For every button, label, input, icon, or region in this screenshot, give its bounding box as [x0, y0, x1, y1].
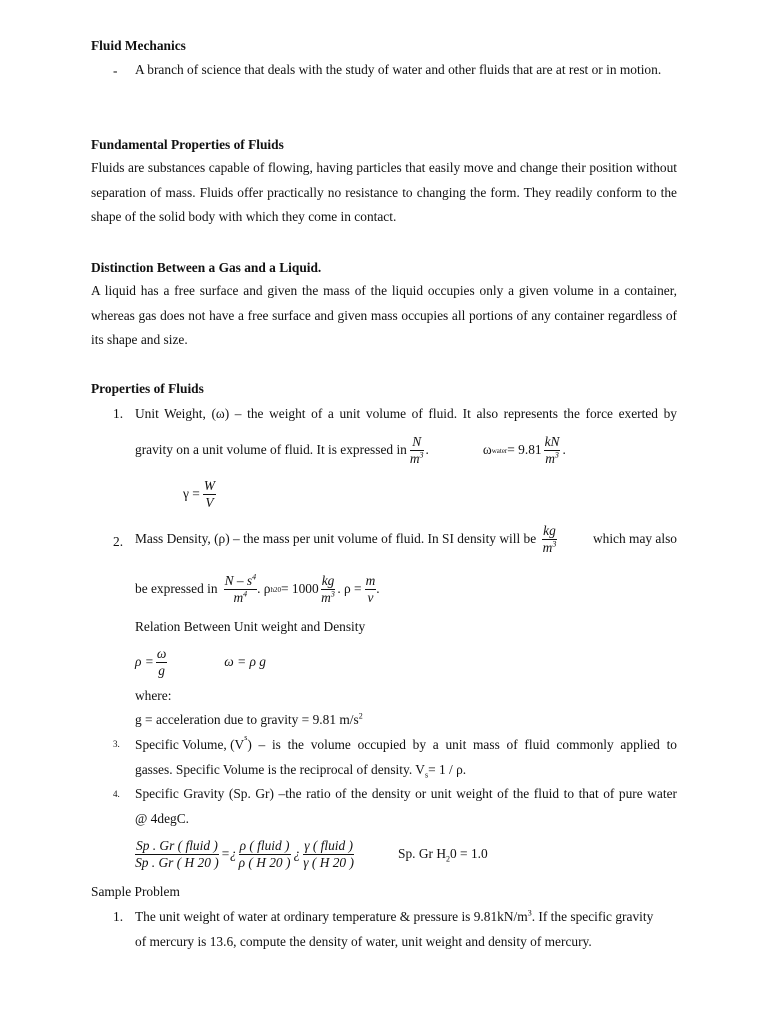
spgr-rest: 0 = 1.0: [450, 846, 488, 862]
rho-lhs: ρ =: [135, 654, 154, 670]
distinction-paragraph: A liquid has a free surface and given the mass of the liquid occupies only a given volume in a container, whereas gas does not have a free surface and given mass occupies all portions of any container regardless of its shape and size.: [91, 283, 677, 347]
bullet-dash: -: [113, 63, 118, 78]
spgr-fraction: [135, 839, 219, 869]
den-exponent: 3: [419, 450, 424, 460]
fraction-denominator: Sp . Gr ( H 20 ): [135, 854, 219, 870]
fluid-mechanics-definition: A branch of science that deals with the study of water and other fluids that are at rest or in motion.: [135, 62, 662, 77]
specific-gravity-line-1: Specific Gravity (Sp. Gr) –the ratio of the density or unit weight of the fluid to that of pure water: [135, 786, 677, 801]
fraction-numerator: m: [365, 573, 376, 589]
fraction-numerator: Sp . Gr ( fluid ): [136, 838, 218, 854]
sample-problem-line-1: [135, 910, 653, 923]
period: .: [376, 581, 380, 597]
omega-over-g: [156, 647, 167, 677]
omega-symbol: ω: [482, 442, 492, 458]
fraction-numerator: γ ( fluid ): [304, 838, 354, 854]
gamma-lhs: γ =: [183, 486, 200, 502]
specific-volume-line-1: [135, 733, 677, 752]
fundamental-paragraph: Fluids are substances capable of flowing, having particles that easily move and change their position without separation of mass. Fluids offer practically no resistance to changing the form. They readily conform to the shape of the solid body with which they come in contact.: [91, 160, 677, 224]
expressed-in-text: be expressed in: [135, 581, 218, 597]
fraction-denominator: ρ ( H 20 ): [238, 854, 291, 870]
heading-distinction: Distinction Between a Gas and a Liquid.: [91, 260, 322, 275]
item-4-number: 4.: [113, 789, 120, 799]
fraction-denominator: v: [367, 589, 374, 605]
specific-gravity-line-2: @ 4degC.: [135, 811, 189, 826]
gravity-exponent: 2: [358, 711, 363, 721]
den-base: m: [542, 539, 553, 555]
unit-kn-per-m3: [544, 435, 561, 465]
fraction-numerator: ρ ( fluid ): [239, 838, 290, 854]
relation-heading: Relation Between Unit weight and Density: [135, 619, 366, 634]
fraction-denominator: [224, 590, 258, 604]
mass-density-text-end: which may also: [592, 531, 677, 547]
fraction-numerator: kg: [543, 523, 556, 539]
fraction-denominator: [321, 590, 336, 604]
mass-density-line-2: [135, 567, 380, 611]
sample-problem-line-2: of mercury is 13.6, compute the density of water, unit weight and density of mercury.: [135, 934, 592, 949]
fraction-numerator: kg: [321, 573, 335, 589]
fraction-numerator: W: [203, 478, 215, 494]
fraction-numerator: ω: [156, 646, 167, 662]
gamma-formula: [183, 474, 216, 514]
fraction-numerator: [224, 574, 258, 589]
unit-kg-per-m3: [542, 524, 557, 554]
num-base: N – s: [224, 573, 253, 589]
w-over-v: [203, 479, 216, 509]
vs-subscript: s: [424, 770, 429, 780]
h2o-subscript: h20: [270, 585, 281, 594]
den-base: m: [545, 450, 555, 466]
heading-fundamental-properties: Fundamental Properties of Fluids: [91, 137, 284, 152]
water-unit-weight-value: = 9.81: [507, 442, 542, 458]
water-subscript: water: [491, 446, 508, 455]
den-base: m: [321, 589, 331, 605]
item-1-number: 1.: [113, 406, 124, 421]
unit-kg-per-m3-2: [321, 574, 336, 604]
sample-text: The unit weight of water at ordinary temperature & pressure is 9.81kN/m: [135, 909, 528, 924]
heading-fluid-mechanics: Fluid Mechanics: [91, 38, 186, 53]
den-exponent: 3: [552, 539, 557, 549]
item-3-number: 3.: [113, 739, 120, 749]
period: .: [425, 442, 429, 458]
period: .: [562, 442, 566, 458]
den-base: m: [409, 450, 420, 466]
fraction-denominator: [544, 451, 561, 465]
density-ratio-fraction: [239, 839, 291, 869]
item-2-number: 2.: [113, 534, 124, 549]
where-label: where:: [135, 688, 172, 703]
mass-density-line-1: [135, 519, 677, 559]
reciprocal-text: gasses. Specific Volume is the reciprocal of density. V: [135, 762, 425, 777]
spgr-text: Sp. Gr H: [398, 846, 447, 862]
sample-problem-heading: Sample Problem: [91, 884, 180, 899]
fraction-denominator: [542, 540, 557, 554]
sample-text-end: . If the specific gravity: [531, 909, 654, 924]
sample-item-number: 1.: [113, 909, 124, 924]
unit-n-per-m3: [410, 435, 424, 465]
m-over-v: [365, 573, 380, 605]
unit-weight-ratio-fraction: [303, 839, 354, 869]
specific-gravity-formula: [135, 834, 488, 874]
rho-water-value: = 1000: [281, 581, 319, 597]
reciprocal-formula: = 1 / ρ.: [428, 762, 467, 777]
den-exponent: 3: [554, 450, 559, 460]
omega-formula: ω = ρ g: [224, 654, 266, 670]
unit-weight-expression-text: gravity on a unit volume of fluid. It is expressed in: [135, 442, 407, 458]
den-base: m: [233, 589, 244, 605]
fraction-denominator: [410, 451, 424, 465]
sample-exponent: 3: [527, 908, 532, 918]
gravity-text: g = acceleration due to gravity = 9.81 m/s: [135, 712, 359, 727]
gravity-definition: [135, 713, 363, 726]
specific-volume-text-rest: ) – is the volume occupied by a unit mass of fluid commonly applied to: [247, 737, 677, 752]
vs-subscript: s: [244, 733, 248, 742]
relation-formulas: [135, 643, 266, 681]
fraction-numerator: kN: [544, 434, 560, 450]
num-exponent: 4: [252, 572, 257, 582]
inverted-question-symbol: ¿: [293, 846, 301, 862]
rho-definition: . ρ =: [337, 581, 362, 597]
specific-volume-line-2: [135, 762, 467, 780]
spgr-subscript: 2: [446, 854, 451, 864]
den-exponent: 4: [243, 589, 248, 599]
rho-water-label: . ρ: [257, 581, 271, 597]
equals-symbol: =¿: [220, 846, 237, 862]
specific-volume-text: Specific Volume, (V: [135, 737, 245, 752]
unit-weight-line-1: Unit Weight, (ω) – the weight of a unit volume of fluid. It also represents the force exerted by: [135, 406, 677, 421]
unit-weight-line-2: [135, 430, 566, 470]
fraction-denominator: γ ( H 20 ): [303, 854, 354, 870]
fraction-denominator: g: [158, 662, 165, 678]
mass-density-text: Mass Density, (ρ) – the mass per unit volume of fluid. In SI density will be: [135, 531, 537, 547]
fraction-numerator: N: [410, 435, 424, 450]
heading-properties-of-fluids: Properties of Fluids: [91, 381, 204, 396]
spgr-water-value: [398, 846, 488, 864]
unit-ns4-per-m4: [224, 574, 258, 604]
den-exponent: 3: [330, 589, 335, 599]
fraction-denominator: V: [205, 494, 214, 510]
